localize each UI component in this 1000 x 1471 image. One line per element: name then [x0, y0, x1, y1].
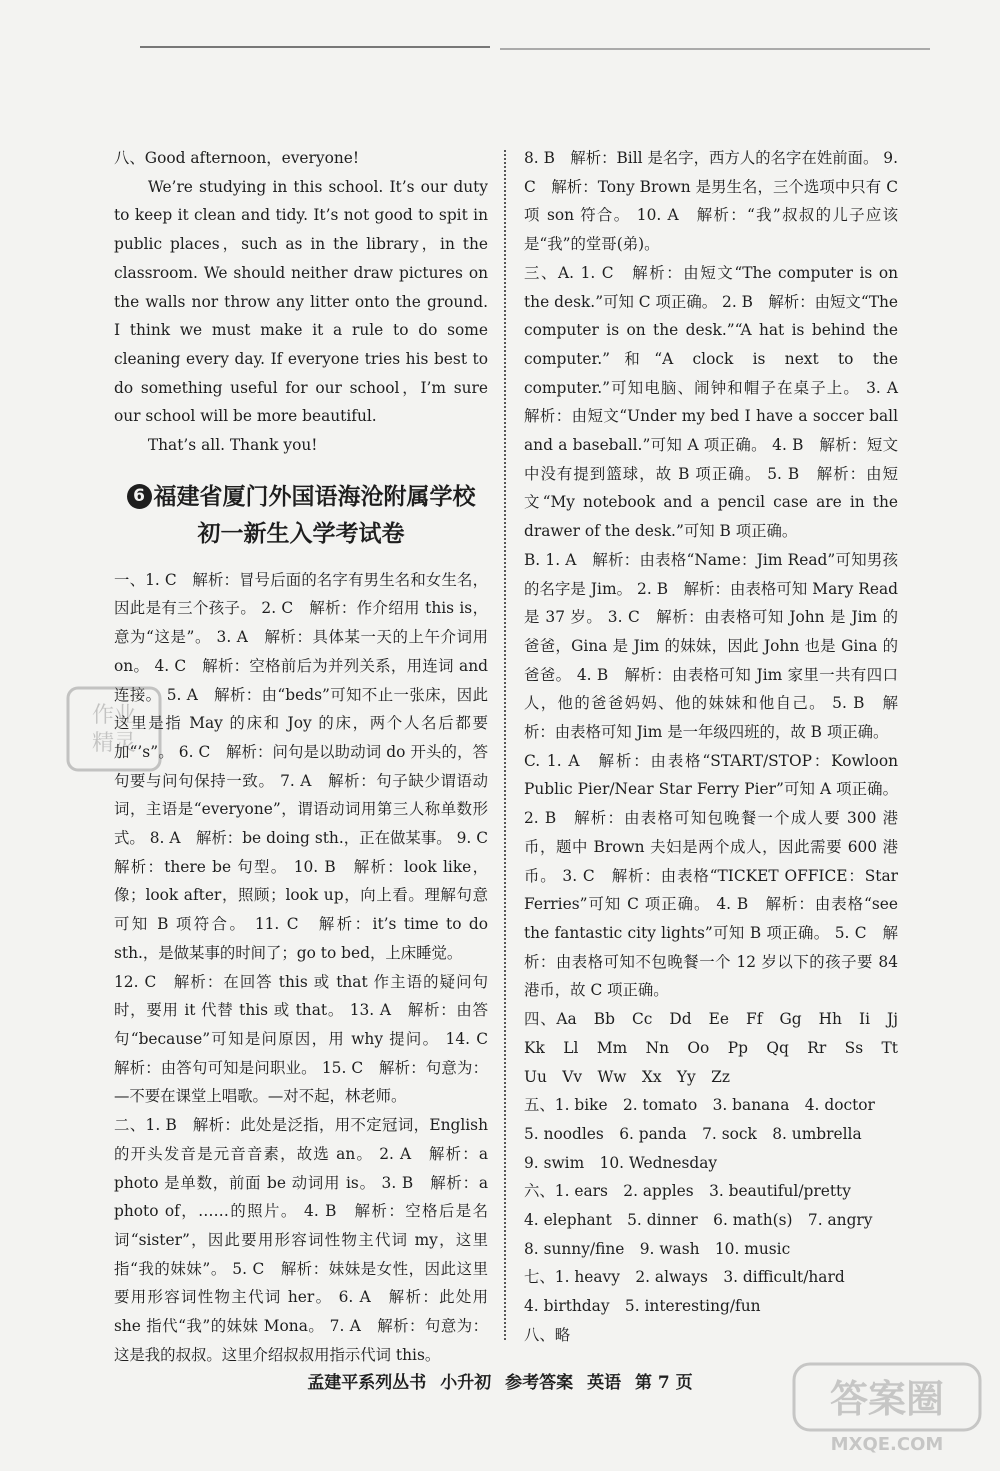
part5-line3: 9. swim 10. Wednesday [524, 1153, 718, 1172]
left-column [114, 144, 504, 1369]
part1-answers: 一、1. C 解析：冒号后面的名字有男生名和女生名，因此是有三个孩子。 2. C 解析：作介绍用 this is，意为“这是”。 3. A 解析：具体某一天的上午介词用 on。 4. C 解析：空格前后为并列关系，用连词 and 连接。 5. A 解析：由“beds”可知不止一张床，因此这里是指 May 的床和 Joy 的床，两个人名后都要加“’s”。 6. C 解析：问句是以助动词 do 开头的，答句要与问句保持一致。 7. A 解析：句子缺少谓语动词，主语是“everyone”，谓语动词用第三人称单数形式。 8. A 解析：be doing sth.，正在做某事。 9. C 解析：there be 句型。 10. B 解析：look like，像；look after，照顾；look up，向上看。理解句意可知 B 项符合。 11. C 解析：it’s time to do sth.，是做某事的时间了；go to bed，上床睡觉。 [114, 570, 504, 962]
watermark-url: MXQE.COM [830, 1434, 944, 1455]
footer-subject: 英语 [587, 1373, 622, 1393]
part2-answers: 二、1. B 解析：此处是泛指，用不定冠词，English 的开头发音是元音音素，故选 an。 2. A 解析：a photo 是单数，前面 be 动词用 is。 3. B 解析：a photo of，……的照片。 4. B 解析：空格后是名词“sister”，因此要用形容词性物主代词 my，这里指“我的妹妹”。 5. C 解析：妹妹是女性，因此这里要用形容词性物主代词 her。 6. A 解析：此处用 she 指代“我”的妹妹 Mona。 7. A 解析：句意为：这是我的叔叔。这里介绍叔叔用指示代词 this。 [114, 1116, 488, 1364]
part6-line1: 六、1. ears 2. apples 3. beautiful/pretty [524, 1182, 851, 1201]
part3-a-answers: 三、A. 1. C 解析：由短文“The computer is on the desk.”可知 C 项正确。 2. B 解析：由短文“The computer is on the desk.”“A hat is behind the computer.”和“A clock is next to the computer.”可知电脑、闹钟和帽子在桌子上。 3. A 解析：由短文“Under my bed I have a soccer ball and a baseball.”可知 A 项正确。 4. B 解析：短文中没有提到篮球，故 B 项正确。 5. B 解析：由短文“My notebook and a pencil case are in the drawer of the desk.”可知 B 项正确。 [524, 263, 914, 541]
footer-page: 第 7 页 [635, 1373, 693, 1393]
section-title [114, 478, 488, 552]
part8-greeting: 八、Good afternoon，everyone! [114, 149, 360, 167]
top-rule-right [500, 48, 930, 50]
part1-answers-continued: 12. C 解析：在回答 this 或 that 作主语的疑问句时，要用 it 代替 this 或 that。 13. A 解析：由答句“because”可知是问原因，用 why 提问。 14. C 解析：由答句可知是问职业。 15. C 解析：句意为：—不要在课堂上唱歌。—对不起，林老师。 [114, 972, 504, 1106]
part7-line2: 4. birthday 5. interesting/fun [524, 1297, 761, 1316]
column-divider [504, 150, 506, 1340]
part2-answers-continued: 8. B 解析：Bill 是名字，西方人的名字在姓前面。 9. C 解析：Tony Brown 是男生名，三个选项中只有 C 项 son 符合。 10. A 解析：“我”叔叔的儿子应该是“我”的堂哥(弟)。 [524, 149, 898, 254]
footer-series: 孟建平系列丛书 [307, 1373, 427, 1393]
part8-answer: 八、略 [524, 1325, 571, 1344]
footer-kind: 参考答案 [505, 1373, 574, 1393]
part6-line3: 8. sunny/fine 9. wash 10. music [524, 1239, 791, 1258]
part3-b-answers: B. 1. A 解析：由表格“Name：Jim Read”可知男孩的名字是 Jim。 2. B 解析：由表格可知 Mary Read 是 37 岁。 3. C 解析：由表格可知 John 是 Jim 的爸爸，Gina 是 Jim 的妹妹，因此 John 也是 Gina 的爸爸。 4. B 解析：由表格可知 Jim 家里一共有四口人，他的爸爸妈妈、他的妹妹和他自己。 5. B 解析：由表格可知 Jim 是一年级四班的，故 B 项正确。 [524, 550, 898, 742]
part8-essay-body: We’re studying in this school. It’s our duty to keep it clean and tidy. It’s not good to spit in public places，such as in the library，in the classroom. We should neither draw pictures on the walls nor throw any litter onto the ground. I think we must make it a rule to do some cleaning every day. If everyone tries his best to do something useful for our school，I’m sure our school will be more beautiful. [114, 177, 488, 426]
stamp-line2: 精灵 [91, 731, 137, 756]
watermark-logo [792, 1362, 982, 1457]
watermark-text: 答案圈 [829, 1377, 945, 1421]
stamp-mark [64, 684, 164, 774]
section-number-badge: 6 [127, 484, 152, 509]
footer-level: 小升初 [440, 1373, 492, 1393]
part4-alphabet: 四、Aa Bb Cc Dd Ee Ff Gg Hh Ii Jj Kk Ll Mm Nn Oo Pp Qq Rr Ss Tt Uu Vv Ww Xx Yy Zz [524, 1010, 914, 1086]
part6-line2: 4. elephant 5. dinner 6. math(s) 7. angry [524, 1211, 873, 1230]
part7-line1: 七、1. heavy 2. always 3. difficult/hard [524, 1268, 845, 1287]
section-title-line2: 初一新生入学考试卷 [197, 519, 405, 547]
part8-closing: That’s all. Thank you! [147, 436, 318, 455]
section-title-line1: 福建省厦门外国语海沧附属学校 [153, 482, 476, 510]
right-column [524, 144, 914, 1350]
part5-line2: 5. noodles 6. panda 7. sock 8. umbrella [524, 1124, 862, 1143]
stamp-line1: 作业 [91, 703, 137, 728]
part3-c-answers: C. 1. A 解析：由表格“START/STOP：Kowloon Public Pier/Near Star Ferry Pier”可知 A 项正确。 2. B 解析：由表格可知包晚餐一个成人要 300 港币，题中 Brown 夫妇是两个成人，因此需要 600 港币。 3. C 解析：由表格“TICKET OFFICE：Star Ferries”可知 C 项正确。 4. B 解析：由表格“see the fantastic city lights”可知 B 项正确。 5. C 解析：由表格可知不包晚餐一个 12 岁以下的孩子要 84 港币，故 C 项正确。 [524, 751, 898, 1000]
part5-line1: 五、1. bike 2. tomato 3. banana 4. doctor [524, 1096, 875, 1115]
stamp-border [68, 688, 160, 770]
top-rule-left [140, 46, 490, 48]
